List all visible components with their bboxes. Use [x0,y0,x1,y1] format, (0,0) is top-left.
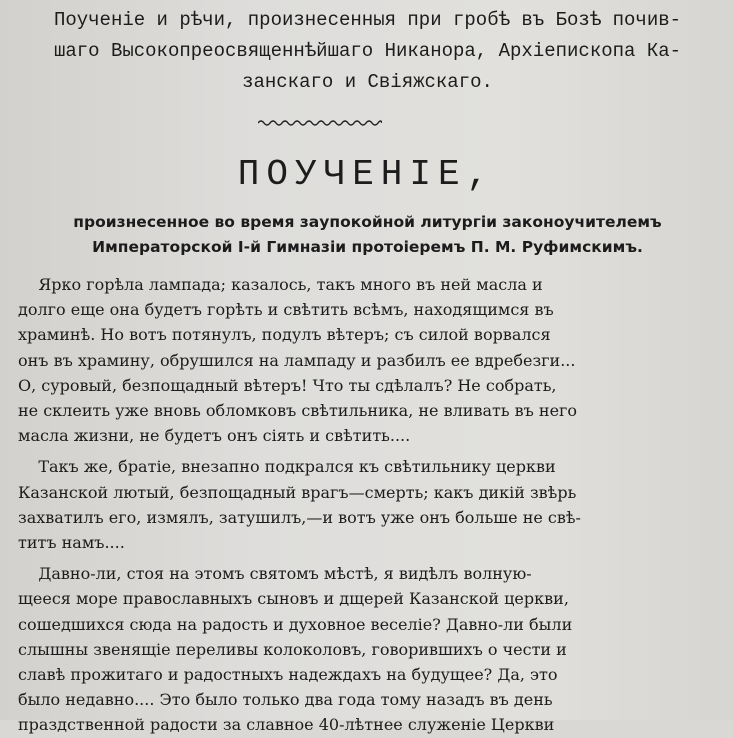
text-line: слышны звенящіе переливы колоколовъ, говорившихъ о чести и [18,639,567,659]
text-line: долго еще она будетъ горѣть и свѣтить всѣмъ, находящимся въ [18,300,554,320]
text-line: Давно-ли, стоя на этомъ святомъ мѣстѣ, я видѣлъ волную- [18,564,532,584]
sermon-body [18,272,708,738]
text-line: храминѣ. Но вотъ потянулъ, подулъ вѣтеръ; съ силой ворвался [18,325,551,345]
sermon-title: ПОУЧЕНІЕ, [237,154,496,195]
heading-line: занскаго и Свіяжскаго. [242,71,493,93]
collection-heading [10,5,725,98]
text-line: сошедшихся сюда на радость и духовное веселіе? Давно-ли были [18,614,573,634]
text-line: онъ въ храмину, обрушился на лампаду и разбилъ ее вдребезги... [18,350,576,370]
heading-line: шаго Высокопреосвященнѣйшаго Никанора, Архіепископа Ка- [53,40,682,62]
text-line: Казанской лютый, безпощадный врагъ—смерть; какъ дикій звѣрь [18,482,577,502]
text-line: славѣ прожитаго и радостныхъ надеждахъ на будущее? Да, это [18,665,558,685]
paragraph [18,272,708,448]
text-line: масла жизни, не будетъ онъ сіять и свѣтить.... [18,426,411,446]
text-line: захватилъ его, измялъ, затушилъ,—и вотъ уже онъ больше не свѣ- [18,507,581,527]
text-line: было недавно.... Это было только два года тому назадъ въ день [18,690,553,710]
subtitle-line: Императорской I-й Гимназіи протоіеремъ П. М. Руфимскимъ. [92,238,643,256]
heading-line: Поученіе и рѣчи, произнесенныя при гробѣ въ Бозѣ почив- [53,9,682,31]
text-line: щееся море православныхъ сыновъ и дщерей Казанской церкви, [18,589,569,609]
wavy-divider-ornament [258,118,382,128]
text-line: праздственной радости за славное 40-лѣтнее служеніе Церкви [18,715,555,735]
text-line: О, суровый, безпощадный вѣтеръ! Что ты сдѣлалъ? Не собрать, [18,375,557,395]
text-line: Ярко горѣла лампада; казалось, такъ много въ ней масла и [18,275,543,294]
text-line: Такъ же, братіе, внезапно подкрался къ свѣтильнику церкви [18,457,556,477]
paragraph [18,454,708,555]
sermon-subtitle [10,210,725,260]
paragraph [18,561,708,737]
text-line: не склеить уже вновь обломковъ свѣтильника, не вливать въ него [18,401,578,421]
subtitle-line: произнесенное во время заупокойной литургіи законоучителемъ [73,213,662,231]
text-line: титъ намъ.... [18,533,125,553]
